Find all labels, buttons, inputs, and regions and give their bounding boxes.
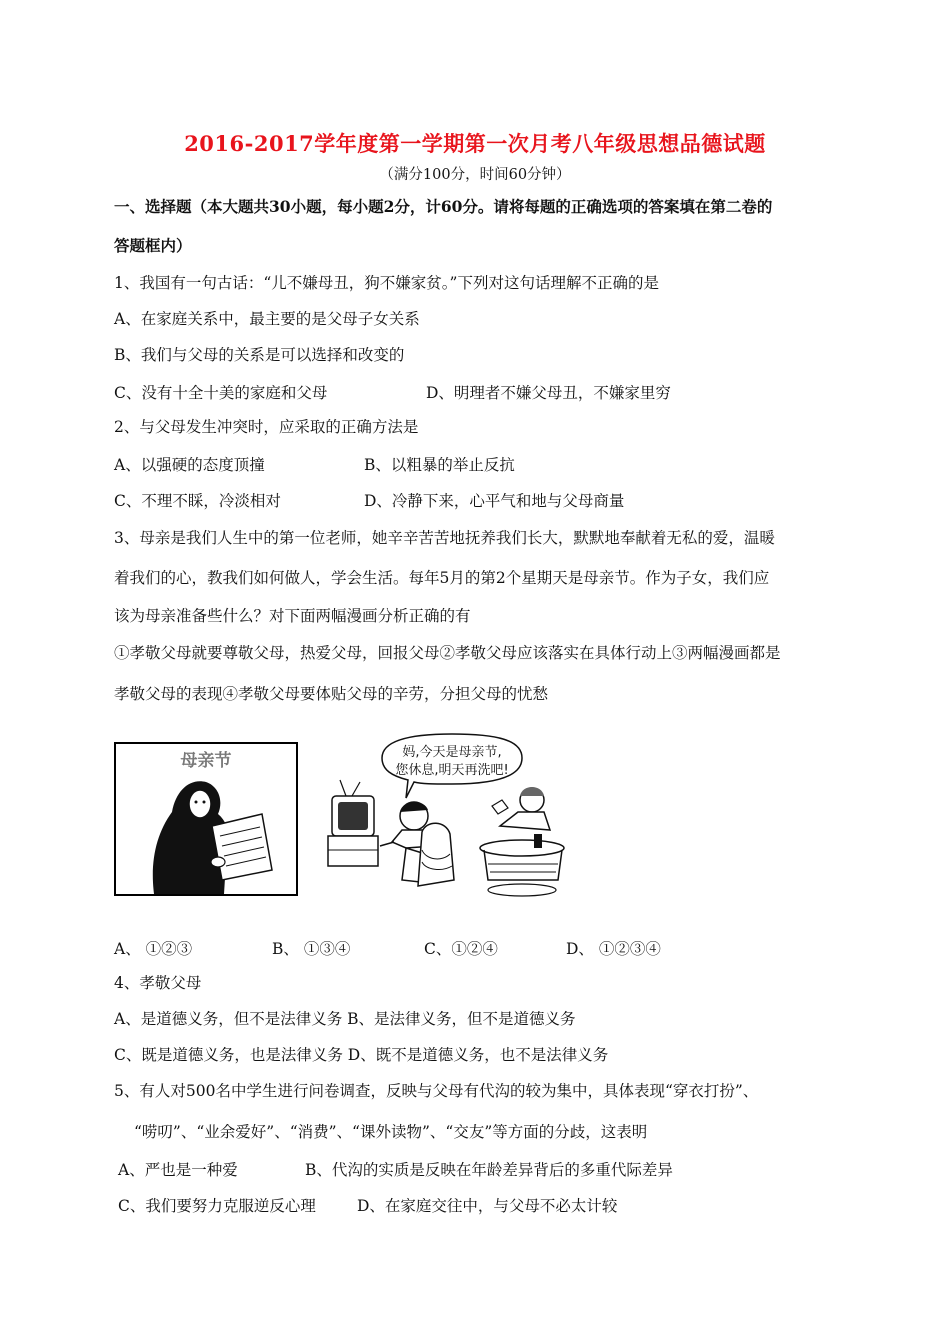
q3-statements-line2: 孝敬父母的表现④孝敬父母要体贴父母的辛劳，分担父母的忧愁 [114, 685, 549, 703]
q4-options-cd: C、既是道德义务，也是法律义务 D、既不是道德义务，也不是法律义务 [114, 1046, 609, 1064]
q5-stem-line1: 5、有人对500名中学生进行问卷调查，反映与父母有代沟的较为集中，具体表现“穿衣打扮”、 [114, 1082, 759, 1100]
q2-option-b: B、以粗暴的举止反抗 [364, 456, 515, 474]
exam-title: 2016-2017学年度第一学期第一次月考八年级思想品德试题 [184, 131, 766, 156]
q3-option-c: C、①②④ [424, 940, 498, 958]
q5-stem-line2: “唠叨”、“业余爱好”、“消费”、“课外读物”、“交友”等方面的分歧，这表明 [134, 1123, 648, 1141]
cartoon-son-watching-tv [322, 730, 572, 902]
cartoon1-caption: 母亲节 [180, 751, 232, 771]
q5-option-b: B、代沟的实质是反映在年龄差异背后的多重代际差异 [305, 1161, 673, 1179]
exam-subtitle: （满分100分，时间60分钟） [379, 167, 571, 183]
q3-option-b: B、 ①③④ [272, 940, 351, 958]
q1-option-b: B、我们与父母的关系是可以选择和改变的 [114, 346, 405, 364]
q3-stem-line3: 该为母亲准备些什么？对下面两幅漫画分析正确的有 [114, 607, 471, 625]
q3-option-a: A、 ①②③ [114, 940, 193, 958]
q4-stem: 4、孝敬父母 [114, 974, 202, 992]
q1-option-c: C、没有十全十美的家庭和父母 [114, 384, 328, 402]
q2-option-d: D、冷静下来，心平气和地与父母商量 [364, 492, 625, 510]
section-heading-line2: 答题框内） [114, 236, 192, 255]
q5-option-a: A、严也是一种爱 [118, 1161, 238, 1179]
q3-statements-line1: ①孝敬父母就要尊敬父母，热爱父母，回报父母②孝敬父母应该落实在具体行动上③两幅漫画都是 [114, 644, 781, 662]
q1-option-a: A、在家庭关系中，最主要的是父母子女关系 [114, 310, 420, 328]
q2-stem: 2、与父母发生冲突时，应采取的正确方法是 [114, 418, 419, 436]
q5-option-c: C、我们要努力克服逆反心理 [118, 1197, 316, 1215]
q3-option-d: D、 ①②③④ [566, 940, 661, 958]
q3-stem-line1: 3、母亲是我们人生中的第一位老师，她辛辛苦苦地抚养我们长大，默默地奉献着无私的爱，温暖 [114, 529, 775, 547]
q3-stem-line2: 着我们的心，教我们如何做人，学会生活。每年5月的第2个星期天是母亲节。作为子女，我们应 [114, 569, 770, 587]
q5-option-d: D、在家庭交往中，与父母不必太计较 [357, 1197, 618, 1215]
cartoon2-bubble-line1: 妈,今天是母亲节, [402, 745, 502, 760]
q1-option-d: D、明理者不嫌父母丑，不嫌家里穷 [426, 384, 671, 402]
cartoon2-bubble-line2: 您休息,明天再洗吧! [395, 763, 509, 778]
cartoon-mothers-day-card [114, 742, 298, 896]
q2-option-a: A、以强硬的态度顶撞 [114, 456, 265, 474]
q2-option-c: C、不理不睬，冷淡相对 [114, 492, 281, 510]
section-heading-line1: 一、选择题（本大题共30小题，每小题2分，计60分。请将每题的正确选项的答案填在第二卷的 [114, 197, 773, 216]
q4-options-ab: A、是道德义务，但不是法律义务 B、是法律义务，但不是道德义务 [114, 1010, 576, 1028]
q1-stem: 1、我国有一句古话：“儿不嫌母丑，狗不嫌家贫。”下列对这句话理解不正确的是 [114, 274, 659, 292]
